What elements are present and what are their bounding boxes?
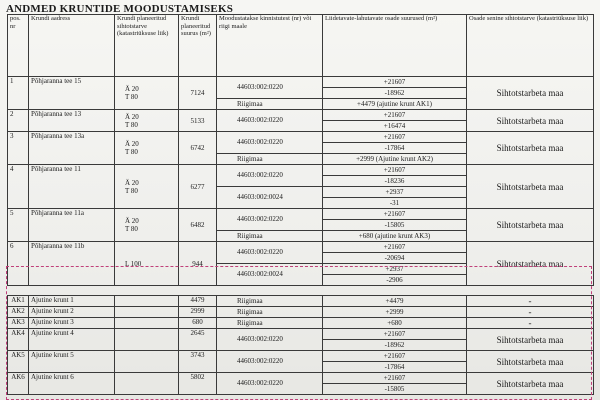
parts-sizes-cell xyxy=(323,373,467,395)
address-cell: Põhjaranna tee 11b xyxy=(29,242,115,286)
existing-purpose-cell: Sihtotstarbeta maa xyxy=(467,132,594,165)
parts-sizes-cell xyxy=(323,296,467,307)
part-size: -15805 xyxy=(323,220,466,231)
planned-purpose-cell xyxy=(115,209,179,242)
header-pos: pos. nr xyxy=(8,15,29,77)
part-size: -18236 xyxy=(323,176,466,187)
address-cell: Ajutine krunt 6 xyxy=(29,373,115,395)
temporary-plot-row xyxy=(8,351,594,373)
table-row xyxy=(8,209,594,242)
part-size: +21607 xyxy=(323,242,466,253)
planned-purpose-cell xyxy=(115,132,179,165)
purpose-line: T 80 xyxy=(125,93,138,101)
planned-area-cell: 6742 xyxy=(179,132,217,165)
purpose-line: T 80 xyxy=(125,186,138,195)
formed-from-cell xyxy=(217,296,323,307)
address-cell: Ajutine krunt 3 xyxy=(29,318,115,329)
temporary-plot-row xyxy=(8,373,594,395)
pos-cell: AK5 xyxy=(8,351,29,373)
planned-area-cell: 7124 xyxy=(179,77,217,110)
part-size: +2937 xyxy=(323,187,466,198)
header-address: Krundi aadress xyxy=(29,15,115,77)
existing-purpose-cell: Sihtotstarbeta maa xyxy=(467,110,594,132)
part-size: -17864 xyxy=(323,143,466,154)
source-land: 44603:002:0024 xyxy=(237,193,283,201)
formed-from-cell xyxy=(217,373,323,395)
spacer-row xyxy=(8,286,594,296)
part-size: +21607 xyxy=(323,132,466,143)
source-land: Riigimaa xyxy=(237,100,263,108)
pos-cell: 4 xyxy=(8,165,29,209)
purpose-line: Ä 20 xyxy=(125,85,139,93)
parts-sizes-cell xyxy=(323,77,467,110)
temporary-plot-row xyxy=(8,329,594,351)
planned-purpose-cell xyxy=(115,318,179,329)
existing-purpose-cell: Sihtotstarbeta maa xyxy=(467,165,594,209)
plots-table xyxy=(7,14,594,395)
part-size: +2937 xyxy=(323,264,466,275)
source-land: 44603:002:0220 xyxy=(237,357,283,365)
address-cell: Ajutine krunt 5 xyxy=(29,351,115,373)
part-size: -17864 xyxy=(384,363,405,371)
source-land: Riigimaa xyxy=(237,319,263,327)
parts-sizes-cell xyxy=(323,110,467,132)
purpose-line: T 80 xyxy=(125,120,138,129)
header-planned-purpose: Krundi planeeritud sihtotstarve (katastriüksuse liik) xyxy=(115,15,179,77)
source-land: Riigimaa xyxy=(237,232,263,240)
pos-cell: AK2 xyxy=(8,307,29,318)
address-cell: Põhjaranna tee 13 xyxy=(29,110,115,132)
document-title: ANDMED KRUNTIDE MOODUSTAMISEKS xyxy=(6,3,234,15)
pos-cell: AK1 xyxy=(8,296,29,307)
source-land: 44603:002:0220 xyxy=(217,165,322,187)
existing-purpose-cell: - xyxy=(467,318,594,329)
part-size: +680 (ajutine krunt AK3) xyxy=(358,232,431,240)
pos-cell: AK3 xyxy=(8,318,29,329)
formed-from-cell xyxy=(217,329,323,351)
formed-from-cell xyxy=(217,318,323,329)
source-land: 44603:002:0220 xyxy=(237,335,283,343)
part-size: -20694 xyxy=(323,253,466,264)
source-land: 44603:002:0024 xyxy=(237,270,283,278)
part-size: +4479 xyxy=(385,297,404,305)
part-size: +21607 xyxy=(323,165,466,176)
purpose-line: T 80 xyxy=(125,225,138,233)
source-land: Riigimaa xyxy=(237,155,263,163)
source-land: 44603:002:0220 xyxy=(237,379,283,387)
existing-purpose-cell: - xyxy=(467,307,594,318)
formed-from-cell xyxy=(217,132,323,165)
existing-purpose-cell: - xyxy=(467,296,594,307)
header-formed-from: Moodustatakse kinnistutest (nr) või riigi maale xyxy=(217,15,323,77)
parts-sizes-cell xyxy=(323,318,467,329)
address-cell: Põhjaranna tee 15 xyxy=(29,77,115,110)
part-size: -15805 xyxy=(384,385,405,393)
parts-sizes-cell xyxy=(323,242,467,286)
part-size: +21607 xyxy=(323,351,466,362)
part-size: +2999 xyxy=(385,308,404,316)
source-land: Riigimaa xyxy=(237,308,263,316)
part-size: -18962 xyxy=(323,88,466,99)
address-cell: Ajutine krunt 2 xyxy=(29,307,115,318)
planned-area-cell: 2999 xyxy=(179,307,217,318)
parts-sizes-cell xyxy=(323,351,467,373)
planned-area-cell: 4479 xyxy=(179,296,217,307)
existing-purpose-cell: Sihtotstarbeta maa xyxy=(467,329,594,351)
formed-from-cell xyxy=(217,77,323,110)
address-cell: Põhjaranna tee 11 xyxy=(29,165,115,209)
parts-sizes-cell xyxy=(323,329,467,351)
part-size: +21607 xyxy=(323,373,466,384)
part-size: +21607 xyxy=(323,77,466,88)
spacer xyxy=(8,286,594,296)
planned-area-cell: 2645 xyxy=(179,329,217,351)
table-row xyxy=(8,77,594,110)
purpose-line: Ä 20 xyxy=(125,140,139,148)
existing-purpose-cell: Sihtotstarbeta maa xyxy=(467,373,594,395)
pos-cell: 5 xyxy=(8,209,29,242)
formed-from-cell xyxy=(217,351,323,373)
parts-sizes-cell xyxy=(323,165,467,209)
part-size: +2999 (Ajutine krunt AK2) xyxy=(356,155,433,163)
planned-area-cell: 3743 xyxy=(179,351,217,373)
planned-purpose-cell xyxy=(115,351,179,373)
address-cell: Ajutine krunt 4 xyxy=(29,329,115,351)
pos-cell: AK6 xyxy=(8,373,29,395)
pos-cell: 2 xyxy=(8,110,29,132)
pos-cell: 6 xyxy=(8,242,29,286)
planned-purpose-cell xyxy=(115,373,179,395)
planned-area-cell: 6277 xyxy=(179,165,217,209)
existing-purpose-cell: Sihtotstarbeta maa xyxy=(467,242,594,286)
address-cell: Põhjaranna tee 11a xyxy=(29,209,115,242)
source-land: 44603:002:0220 xyxy=(217,132,322,154)
planned-purpose-cell xyxy=(115,110,179,132)
address-cell: Ajutine krunt 1 xyxy=(29,296,115,307)
parts-sizes-cell xyxy=(323,209,467,242)
parts-sizes-cell xyxy=(323,307,467,318)
planned-area-cell: 5133 xyxy=(179,110,217,132)
formed-from-cell xyxy=(217,209,323,242)
existing-purpose-cell: Sihtotstarbeta maa xyxy=(467,209,594,242)
pos-cell: 3 xyxy=(8,132,29,165)
planned-purpose-cell xyxy=(115,307,179,318)
planned-area-cell: 680 xyxy=(179,318,217,329)
formed-from-cell xyxy=(217,242,323,286)
part-size: -31 xyxy=(389,199,400,207)
purpose-line: T 80 xyxy=(125,148,138,156)
part-size: +21607 xyxy=(323,209,466,220)
temporary-plot-row xyxy=(8,307,594,318)
pos-cell: 1 xyxy=(8,77,29,110)
purpose-line: Ä 20 xyxy=(125,178,139,187)
parts-sizes-cell xyxy=(323,132,467,165)
planned-purpose-cell xyxy=(115,165,179,209)
temporary-plot-row xyxy=(8,318,594,329)
part-size: +21607 xyxy=(323,110,466,121)
planned-area-cell: 5802 xyxy=(179,373,217,395)
part-size: +21607 xyxy=(323,329,466,340)
header-parts-sizes: Liidetavate-lahutavate osade suurused (m²) xyxy=(323,15,467,77)
pos-cell: AK4 xyxy=(8,329,29,351)
source-land: 44603:002:0220 xyxy=(217,77,322,99)
part-size: -18962 xyxy=(384,341,405,349)
temporary-plot-row xyxy=(8,296,594,307)
table-row xyxy=(8,132,594,165)
existing-purpose-cell: Sihtotstarbeta maa xyxy=(467,77,594,110)
table-row xyxy=(8,242,594,286)
header-planned-area: Krundi planeeritud suurus (m²) xyxy=(179,15,217,77)
existing-purpose-cell: Sihtotstarbeta maa xyxy=(467,351,594,373)
formed-from-cell xyxy=(217,110,323,132)
purpose-line: Ä 20 xyxy=(125,217,139,225)
planned-purpose-cell xyxy=(115,329,179,351)
table-row xyxy=(8,165,594,209)
source-land: 44603:002:0220 xyxy=(237,116,283,124)
address-cell: Põhjaranna tee 13a xyxy=(29,132,115,165)
table-row xyxy=(8,110,594,132)
purpose-line: Ä 20 xyxy=(125,112,139,121)
planned-purpose-cell xyxy=(115,77,179,110)
formed-from-cell xyxy=(217,165,323,209)
planned-purpose-cell xyxy=(115,296,179,307)
purpose-line: L 100 xyxy=(125,259,142,268)
part-size: -2906 xyxy=(386,276,403,284)
planned-purpose-cell xyxy=(115,242,179,286)
source-land: 44603:002:0220 xyxy=(217,242,322,264)
planned-area-cell: 944 xyxy=(179,242,217,286)
part-size: +4479 (ajutine krunt AK1) xyxy=(357,100,432,108)
part-size: +16474 xyxy=(383,122,406,130)
part-size: +680 xyxy=(387,319,402,327)
source-land: Riigimaa xyxy=(237,297,263,305)
formed-from-cell xyxy=(217,307,323,318)
header-existing-purpose: Osade senine sihtotstarve (katastriüksuse liik) xyxy=(467,15,594,77)
table-header-row xyxy=(8,15,594,77)
source-land: 44603:002:0220 xyxy=(217,209,322,231)
planned-area-cell: 6482 xyxy=(179,209,217,242)
